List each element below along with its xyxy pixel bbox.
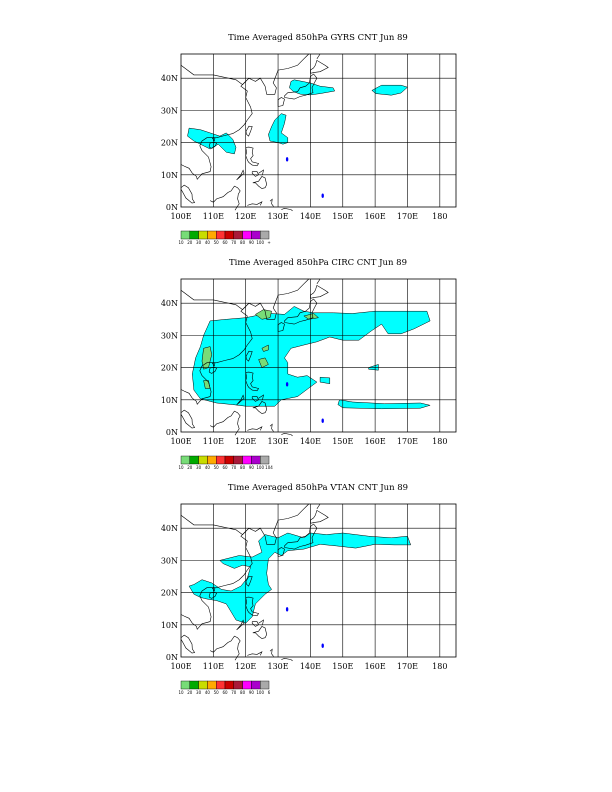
y-tick-label: 30N: [160, 556, 178, 566]
y-tick-label: 40N: [160, 524, 178, 534]
colorbar-swatch: [199, 681, 208, 689]
colorbar-swatch: [251, 681, 260, 689]
colorbar-swatch: [260, 231, 269, 239]
x-tick-label: 170E: [396, 437, 419, 446]
y-tick-label: 0N: [165, 428, 178, 437]
coastline: [210, 411, 240, 435]
panel-title: Time Averaged 850hPa CIRC CNT Jun 89: [228, 258, 407, 268]
colorbar-label: 90: [248, 240, 254, 245]
colorbar-label: 30: [196, 240, 202, 245]
coastline: [310, 510, 328, 523]
y-tick-label: 20N: [160, 138, 178, 148]
colorbar-label: 40: [204, 240, 210, 245]
map-panel: [161, 279, 456, 470]
x-tick-label: 150E: [332, 662, 354, 671]
colorbar-label: 60: [222, 465, 228, 470]
colorbar-swatch: [207, 456, 216, 464]
coastline: [317, 54, 320, 59]
coastline: [246, 147, 259, 166]
y-tick-label: 10N: [160, 170, 178, 180]
x-tick-label: 110E: [202, 437, 224, 446]
colorbar-swatch: [190, 231, 199, 239]
y-tick-label: 20N: [160, 588, 178, 598]
colorbar-swatch: [225, 231, 234, 239]
contour-region: [192, 306, 430, 406]
x-tick-label: 120E: [235, 437, 257, 446]
colorbar-label: 100: [256, 465, 265, 470]
colorbar-swatch: [234, 681, 243, 689]
island-marker: [322, 644, 324, 648]
y-tick-label: 30N: [160, 331, 178, 341]
x-tick-label: 140E: [299, 212, 321, 221]
y-tick-label: 10N: [160, 620, 178, 630]
x-tick-label: 100E: [170, 662, 192, 671]
contour-region: [320, 377, 330, 384]
colorbar-label: 100: [256, 240, 265, 245]
coastline: [259, 170, 264, 175]
coastline: [253, 176, 267, 188]
coastline: [181, 185, 195, 203]
x-tick-label: 130E: [267, 212, 289, 221]
coastline: [210, 636, 240, 660]
colorbar-label: 60: [222, 690, 228, 695]
colorbar-label: 6: [267, 690, 271, 695]
colorbar-swatch: [260, 456, 269, 464]
x-tick-label: 160E: [364, 212, 386, 221]
coastline: [253, 626, 267, 638]
colorbar-swatch: [207, 681, 216, 689]
contour-region: [188, 128, 237, 154]
y-tick-label: 0N: [165, 203, 178, 212]
x-tick-label: 160E: [364, 662, 386, 671]
map-panel: [161, 504, 456, 695]
island-marker: [286, 607, 288, 611]
x-tick-label: 180: [432, 437, 448, 446]
x-tick-label: 150E: [332, 212, 354, 221]
colorbar-label: 70: [231, 465, 237, 470]
coastline: [317, 504, 320, 509]
x-tick-label: 120E: [235, 662, 257, 671]
coastline: [281, 433, 292, 436]
y-tick-label: 40N: [160, 299, 178, 309]
colorbar-label: 80: [240, 690, 246, 695]
colorbar-label: 50: [213, 690, 219, 695]
coastline: [247, 427, 262, 431]
colorbar-swatch: [260, 681, 269, 689]
colorbar-label: 80: [240, 465, 246, 470]
colorbar-swatch: [243, 231, 252, 239]
x-tick-label: 100E: [170, 437, 192, 446]
colorbar-label: 20: [187, 240, 193, 245]
colorbar-label: 80: [240, 240, 246, 245]
coastline: [278, 98, 284, 107]
coastline: [181, 635, 195, 653]
colorbar-swatch: [251, 231, 260, 239]
coastline: [247, 652, 262, 656]
coastline: [252, 622, 258, 627]
panel-title: Time Averaged 850hPa GYRS CNT Jun 89: [228, 33, 408, 43]
coastline: [259, 620, 264, 625]
colorbar-swatch: [243, 456, 252, 464]
colorbar-label: 90: [248, 465, 254, 470]
colorbar-swatch: [234, 231, 243, 239]
colorbar-label: 70: [231, 240, 237, 245]
colorbar-label: 90: [248, 690, 254, 695]
colorbar-label: 50: [213, 240, 219, 245]
colorbar-swatch: [251, 456, 260, 464]
colorbar-swatch: [199, 231, 208, 239]
coastline: [252, 172, 258, 177]
map-panel: [161, 54, 456, 245]
x-tick-label: 170E: [396, 212, 419, 221]
colorbar-swatch: [225, 681, 234, 689]
coastline: [181, 410, 195, 428]
x-tick-label: 180: [432, 662, 448, 671]
coastline: [270, 649, 274, 656]
colorbar-swatch: [234, 456, 243, 464]
colorbar-swatch: [207, 231, 216, 239]
coastline: [210, 186, 240, 210]
coastline: [310, 60, 328, 73]
colorbar-label: 20: [187, 465, 193, 470]
island-marker: [286, 157, 288, 161]
x-tick-label: 140E: [299, 437, 321, 446]
y-tick-label: 20N: [160, 363, 178, 373]
coastline: [317, 279, 320, 284]
colorbar-label: 10: [178, 240, 184, 245]
colorbar-label: 40: [204, 465, 210, 470]
colorbar-swatch: [199, 456, 208, 464]
x-tick-label: 110E: [202, 662, 224, 671]
island-marker: [322, 419, 324, 423]
colorbar-label: 30: [196, 690, 202, 695]
colorbar-swatch: [181, 231, 190, 239]
colorbar-label: 60: [222, 240, 228, 245]
coastline: [281, 208, 292, 211]
y-tick-label: 30N: [160, 106, 178, 116]
colorbar-label: 30: [196, 465, 202, 470]
coastline: [281, 658, 292, 661]
coastline: [310, 285, 328, 298]
coastline: [247, 202, 262, 206]
island-marker: [322, 194, 324, 198]
x-tick-label: 110E: [202, 212, 224, 221]
coastline: [246, 126, 252, 136]
x-tick-label: 160E: [364, 437, 386, 446]
colorbar-swatch: [216, 681, 225, 689]
x-tick-label: 130E: [267, 662, 289, 671]
colorbar-swatch: [181, 456, 190, 464]
colorbar-swatch: [190, 456, 199, 464]
colorbar-label: 10: [178, 465, 184, 470]
x-tick-label: 140E: [299, 662, 321, 671]
y-tick-label: 40N: [160, 74, 178, 84]
colorbar-swatch: [216, 231, 225, 239]
colorbar-label: 40: [204, 690, 210, 695]
x-tick-label: 150E: [332, 437, 354, 446]
colorbar-label: 70: [231, 690, 237, 695]
contour-region: [338, 400, 430, 409]
colorbar-label: 104: [265, 465, 273, 470]
x-tick-label: 130E: [267, 437, 289, 446]
panel-title: Time Averaged 850hPa VTAN CNT Jun 89: [227, 483, 409, 493]
x-tick-label: 170E: [396, 662, 419, 671]
colorbar-label: 10: [178, 690, 184, 695]
colorbar-swatch: [181, 681, 190, 689]
coastline: [270, 199, 274, 206]
colorbar-swatch: [225, 456, 234, 464]
colorbar-label: 50: [213, 465, 219, 470]
colorbar-label: 20: [187, 690, 193, 695]
coastline: [270, 424, 274, 431]
island-marker: [286, 382, 288, 386]
x-tick-label: 180: [432, 212, 448, 221]
colorbar-label: 100: [256, 690, 265, 695]
x-tick-label: 100E: [170, 212, 192, 221]
colorbar-swatch: [190, 681, 199, 689]
colorbar-swatch: [243, 681, 252, 689]
x-tick-label: 120E: [235, 212, 257, 221]
contour-region: [372, 85, 408, 95]
colorbar-swatch: [216, 456, 225, 464]
colorbar-label: +: [267, 240, 271, 245]
y-tick-label: 10N: [160, 395, 178, 405]
coastline: [237, 170, 245, 180]
y-tick-label: 0N: [165, 653, 178, 662]
